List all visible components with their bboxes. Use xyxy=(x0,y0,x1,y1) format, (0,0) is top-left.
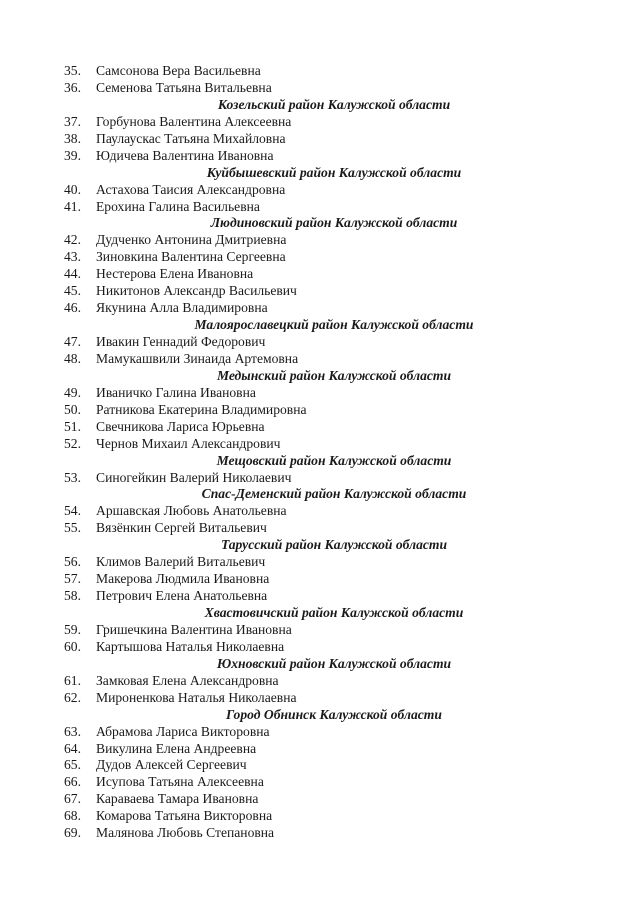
person-name: Макерова Людмила Ивановна xyxy=(96,571,270,587)
person-name: Караваева Тамара Ивановна xyxy=(96,791,259,807)
list-item xyxy=(0,300,640,317)
item-number: 44. xyxy=(64,266,81,282)
list-item xyxy=(0,673,640,690)
item-number: 67. xyxy=(64,791,81,807)
list-item xyxy=(0,436,640,453)
item-number: 59. xyxy=(64,621,81,637)
person-name: Замковая Елена Александровна xyxy=(96,672,279,688)
list-item xyxy=(0,639,640,656)
item-number: 46. xyxy=(64,300,81,316)
list-item xyxy=(0,199,640,216)
item-number: 39. xyxy=(64,147,81,163)
list-item xyxy=(0,554,640,571)
list-item xyxy=(0,385,640,402)
person-name: Горбунова Валентина Алексеевна xyxy=(96,113,292,129)
item-number: 65. xyxy=(64,757,81,773)
person-name: Паулаускас Татьяна Михайловна xyxy=(96,130,286,146)
district-heading: Хвастовичский район Калужской области xyxy=(204,605,464,620)
list-item xyxy=(0,774,640,791)
item-number: 62. xyxy=(64,689,81,705)
district-heading: Тарусский район Калужской области xyxy=(220,537,448,553)
person-name: Синогейкин Валерий Николаевич xyxy=(96,469,292,485)
item-number: 68. xyxy=(64,808,81,824)
person-name: Малянова Любовь Степановна xyxy=(96,825,275,841)
person-name: Аршавская Любовь Анатольевна xyxy=(96,503,287,519)
list-item xyxy=(0,63,640,80)
item-number: 56. xyxy=(64,554,81,570)
item-number: 47. xyxy=(64,334,81,349)
person-name: Абрамова Лариса Викторовна xyxy=(96,723,270,739)
person-name: Ерохина Галина Васильевна xyxy=(96,198,260,214)
person-name: Якунина Алла Владимировна xyxy=(96,300,268,316)
person-name: Юдичева Валентина Ивановна xyxy=(96,147,274,163)
list-item xyxy=(0,571,640,588)
person-name: Мамукашвили Зинаида Артемовна xyxy=(96,350,299,366)
person-name: Свечникова Лариса Юрьевна xyxy=(96,418,265,434)
item-number: 38. xyxy=(64,130,81,146)
item-number: 40. xyxy=(64,181,81,197)
list-item xyxy=(0,724,640,741)
item-number: 54. xyxy=(64,503,81,519)
list-item xyxy=(0,503,640,520)
list-item xyxy=(0,825,640,842)
district-heading: Юхновский район Калужской области xyxy=(216,655,452,671)
item-number: 60. xyxy=(64,638,81,654)
list-item xyxy=(0,182,640,199)
list-item xyxy=(0,114,640,131)
list-item xyxy=(0,419,640,436)
person-name: Картышова Наталья Николаевна xyxy=(96,638,285,654)
district-heading: Мещовский район Калужской области xyxy=(216,452,452,468)
list-item xyxy=(0,808,640,825)
list-item xyxy=(0,266,640,283)
list-item xyxy=(0,690,640,707)
list-item xyxy=(0,402,640,419)
item-number: 50. xyxy=(64,401,81,417)
person-name: Вязёнкин Сергей Витальевич xyxy=(96,520,267,536)
list-item xyxy=(0,232,640,249)
list-item xyxy=(0,283,640,300)
item-number: 64. xyxy=(64,740,81,756)
list-item xyxy=(0,741,640,758)
person-name: Самсонова Вера Васильевна xyxy=(96,63,261,78)
item-number: 55. xyxy=(64,520,81,536)
list-item xyxy=(0,334,640,351)
district-heading: Козельский район Калужской области xyxy=(217,96,451,112)
person-name: Нестерова Елена Ивановна xyxy=(96,266,254,282)
item-number: 69. xyxy=(64,825,81,841)
item-number: 66. xyxy=(64,774,81,790)
district-heading: Медынский район Калужской области xyxy=(216,367,452,383)
person-name: Ратникова Екатерина Владимировна xyxy=(96,401,307,417)
item-number: 49. xyxy=(64,384,81,400)
person-name: Ивакин Геннадий Федорович xyxy=(96,334,266,349)
district-heading: Спас-Деменский район Калужской области xyxy=(201,486,467,502)
list-item xyxy=(0,757,640,774)
person-name: Дудченко Антонина Дмитриевна xyxy=(96,232,287,248)
district-heading: Людиновский район Калужской области xyxy=(210,215,458,231)
list-item xyxy=(0,80,640,97)
person-name: Исупова Татьяна Алексеевна xyxy=(96,774,264,790)
list-item xyxy=(0,351,640,368)
list-item xyxy=(0,131,640,148)
list-item xyxy=(0,470,640,487)
item-number: 53. xyxy=(64,469,81,485)
district-heading: Малоярославецкий район Калужской области xyxy=(194,317,474,333)
person-name: Климов Валерий Витальевич xyxy=(96,554,266,570)
item-number: 43. xyxy=(64,249,81,265)
person-name: Петрович Елена Анатольевна xyxy=(96,588,268,604)
item-number: 57. xyxy=(64,571,81,587)
person-name: Викулина Елена Андреевна xyxy=(96,740,257,756)
district-heading: Куйбышевский район Калужской области xyxy=(206,164,462,180)
list-item xyxy=(0,588,640,605)
list-item xyxy=(0,791,640,808)
person-name: Гришечкина Валентина Ивановна xyxy=(96,621,292,637)
item-number: 63. xyxy=(64,723,81,739)
item-number: 35. xyxy=(64,63,81,78)
list-item xyxy=(0,249,640,266)
person-name: Комарова Татьяна Викторовна xyxy=(96,808,273,824)
person-name: Никитонов Александр Васильевич xyxy=(96,283,297,299)
person-name: Дудов Алексей Сергеевич xyxy=(96,757,247,773)
item-number: 36. xyxy=(64,79,81,95)
person-name: Чернов Михаил Александрович xyxy=(96,435,281,451)
item-number: 58. xyxy=(64,588,81,604)
list-item xyxy=(0,520,640,537)
item-number: 48. xyxy=(64,350,81,366)
item-number: 61. xyxy=(64,672,81,688)
item-number: 41. xyxy=(64,198,81,214)
item-number: 42. xyxy=(64,232,81,248)
district-heading: Город Обнинск Калужской области xyxy=(226,706,442,722)
item-number: 37. xyxy=(64,113,81,129)
person-name: Иваничко Галина Ивановна xyxy=(96,384,256,400)
person-name: Мироненкова Наталья Николаевна xyxy=(96,689,297,705)
item-number: 51. xyxy=(64,418,81,434)
name-list xyxy=(0,63,640,842)
item-number: 52. xyxy=(64,435,81,451)
person-name: Астахова Таисия Александровна xyxy=(96,181,286,197)
list-item xyxy=(0,148,640,165)
item-number: 45. xyxy=(64,283,81,299)
person-name: Зиновкина Валентина Сергеевна xyxy=(96,249,286,265)
person-name: Семенова Татьяна Витальевна xyxy=(96,79,272,95)
list-item xyxy=(0,622,640,639)
